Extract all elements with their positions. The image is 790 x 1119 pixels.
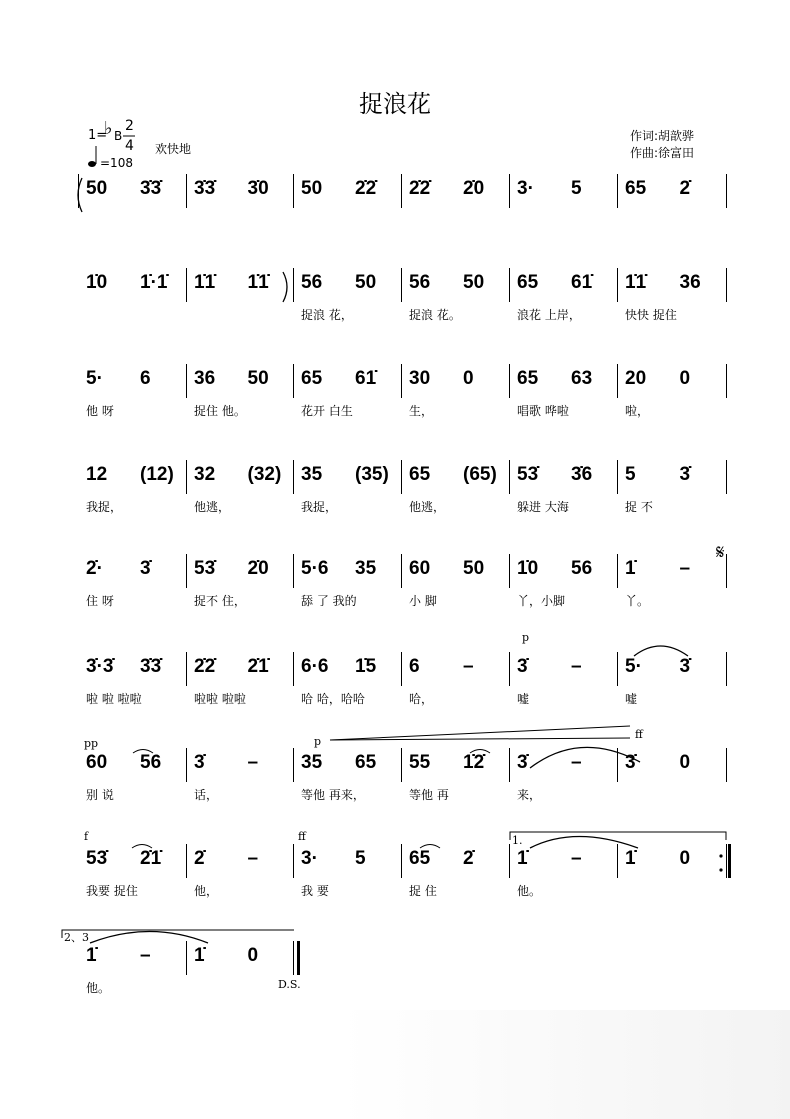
jianpu-note: 2̇ <box>194 848 205 869</box>
jianpu-note: 2̇ <box>463 848 474 869</box>
lyric-text: 我捉， <box>86 500 123 514</box>
jianpu-note: (35) <box>355 464 389 485</box>
jianpu-note: 36 <box>194 368 216 389</box>
jianpu-note: 1̇ <box>517 848 528 869</box>
key-letter: B <box>114 129 123 143</box>
jianpu-note: 12 <box>86 464 108 485</box>
jianpu-note: 3̇ <box>517 656 528 677</box>
jianpu-note: 1̇ <box>625 558 636 579</box>
jianpu-note: 3̇6 <box>571 464 593 485</box>
jianpu-note: 65 <box>517 272 539 293</box>
lyric-text: 话， <box>194 788 219 802</box>
jianpu-note: 3̇3̇ <box>194 178 216 199</box>
jianpu-note: 56 <box>571 558 593 579</box>
jianpu-note: 6 <box>140 368 151 389</box>
lyric-text: 捉浪 花， <box>301 308 353 322</box>
jianpu-note: 3̇ <box>140 558 151 579</box>
jianpu-note: 50 <box>463 272 485 293</box>
tempo-marking: 欢快地 <box>155 142 192 156</box>
lyric-text: 哈， <box>409 692 434 706</box>
page-shadow <box>340 1010 790 1119</box>
dal-segno: D.S. <box>278 978 301 991</box>
dynamic-ff-2: ff <box>298 830 306 843</box>
lyric-text: 别 说 <box>86 788 114 802</box>
jianpu-note: – <box>463 656 474 677</box>
jianpu-note: 5 <box>355 848 366 869</box>
lyric-text: 花开 白生 <box>301 404 353 418</box>
jianpu-note: (12) <box>140 464 174 485</box>
jianpu-note: 6 <box>409 656 420 677</box>
lyric-text: 嘘 <box>517 692 530 706</box>
jianpu-note: 2̇1̇ <box>140 848 162 869</box>
jianpu-note: 35 <box>355 558 377 579</box>
lyric-text: 等他 再 <box>409 788 449 802</box>
jianpu-note: 50 <box>355 272 377 293</box>
lyric-text: 捉不 住， <box>194 594 246 608</box>
jianpu-note: 61̇ <box>571 272 593 293</box>
jianpu-note: 2̇2̇ <box>409 178 431 199</box>
jianpu-note: 1̇2̇ <box>463 752 485 773</box>
jianpu-note: 3̇ <box>625 752 636 773</box>
jianpu-note: 2̇2̇ <box>194 656 216 677</box>
tie-slur <box>90 932 208 944</box>
lyric-text: 丫。 <box>625 594 650 608</box>
jianpu-note: – <box>679 558 691 579</box>
jianpu-note: 5· <box>625 656 642 677</box>
lyric-text: 来， <box>517 788 542 802</box>
jianpu-note: 1̇ <box>194 945 205 966</box>
flat-sign: ♭ <box>104 118 113 139</box>
jianpu-note: 50 <box>301 178 323 199</box>
jianpu-note: 55 <box>409 752 431 773</box>
jianpu-note: 53̇ <box>86 848 108 869</box>
jianpu-note: – <box>247 848 259 869</box>
lyric-text: 他逃， <box>194 500 231 514</box>
lyric-text: 哈 哈，哈哈 <box>301 692 365 706</box>
lyric-text: 啦， <box>625 404 650 418</box>
jianpu-note: 0 <box>463 368 474 389</box>
lyric-text: 他。 <box>517 884 542 898</box>
repeat-brace <box>283 272 287 302</box>
lyric-text: 浪花 上岸， <box>517 308 581 322</box>
jianpu-note: 5· <box>86 368 103 389</box>
jianpu-note: 36 <box>679 272 701 293</box>
jianpu-note: 53̇ <box>517 464 539 485</box>
jianpu-note: 3· <box>301 848 318 869</box>
lyric-text: 舔 了 我的 <box>301 594 357 608</box>
dynamic-p-cresc: p <box>314 735 322 748</box>
jianpu-note: 65 <box>517 368 539 389</box>
jianpu-note: 3̇ <box>679 464 691 485</box>
jianpu-note: 35 <box>301 752 323 773</box>
jianpu-note: 3̇3̇ <box>140 178 162 199</box>
jianpu-note: – <box>140 945 151 966</box>
lyric-text: 啦 啦 啦啦 <box>86 692 142 706</box>
jianpu-note: 56 <box>409 272 431 293</box>
jianpu-note: 65 <box>355 752 377 773</box>
jianpu-note: 60 <box>86 752 108 773</box>
jianpu-note: 3̇ <box>194 752 205 773</box>
tie-slur <box>420 845 440 849</box>
tie-slur <box>133 750 153 754</box>
lyric-text: 唱歌 哗啦 <box>517 404 569 418</box>
tie-slur <box>634 646 688 656</box>
repeat-dot <box>719 868 722 871</box>
volta-2-label: 2、3 <box>64 931 89 944</box>
jianpu-note: 3̇3̇ <box>140 656 162 677</box>
jianpu-note: 3̇·3̇ <box>86 656 114 677</box>
jianpu-note: 1̇1̇ <box>625 272 647 293</box>
dynamic-ff: ff <box>635 728 643 741</box>
jianpu-note: – <box>571 656 582 677</box>
jianpu-note: 50 <box>247 368 269 389</box>
jianpu-note: 3̇0 <box>247 178 269 199</box>
jianpu-note: 60 <box>409 558 431 579</box>
time-sig-top: 2 <box>125 118 134 134</box>
lyric-text: 他， <box>194 884 219 898</box>
lyric-text: 捉浪 花。 <box>409 308 461 322</box>
lyric-text: 我要 捉住 <box>86 884 138 898</box>
tie-slur <box>530 747 640 768</box>
volta-bracket <box>510 832 726 840</box>
lyric-text: 住 呀 <box>86 594 114 608</box>
dynamic-p: p <box>522 631 530 644</box>
composer-credit: 作曲:徐富田 <box>630 146 695 160</box>
jianpu-note: 2̇1̇ <box>247 656 269 677</box>
dynamic-f: f <box>84 830 89 843</box>
lyric-text: 他逃， <box>409 500 446 514</box>
jianpu-note: – <box>571 752 582 773</box>
jianpu-note: 3̇ <box>679 656 691 677</box>
lyric-text: 小 脚 <box>409 594 437 608</box>
jianpu-note: 65 <box>301 368 323 389</box>
lyric-text: 等他 再来， <box>301 788 365 802</box>
jianpu-note: 1̇0 <box>86 272 108 293</box>
dynamic-pp: pp <box>84 737 99 750</box>
jianpu-note: 56 <box>140 752 162 773</box>
jianpu-note: 5 <box>571 178 582 199</box>
jianpu-note: 0 <box>679 848 691 869</box>
jianpu-note: 3̇ <box>517 752 528 773</box>
jianpu-note: 0 <box>679 752 691 773</box>
jianpu-note: 63 <box>571 368 593 389</box>
jianpu-note: 5 <box>625 464 636 485</box>
tie-slur <box>132 845 152 849</box>
lyric-text: 捉 不 <box>625 500 653 514</box>
jianpu-note: (65) <box>463 464 497 485</box>
lyric-text: 嘘 <box>625 692 638 706</box>
lyric-text: 他。 <box>86 981 111 995</box>
jianpu-note: 30 <box>409 368 431 389</box>
song-title: 捉浪花 <box>359 90 431 118</box>
jianpu-note: – <box>247 752 259 773</box>
lyric-text: 我捉， <box>301 500 338 514</box>
jianpu-note: 2̇0 <box>247 558 269 579</box>
lyric-text: 快快 捉住 <box>625 308 677 322</box>
jianpu-note: 65 <box>409 464 431 485</box>
lyric-text: 我 要 <box>301 884 329 898</box>
lyricist-credit: 作词:胡歆骅 <box>630 129 695 143</box>
jianpu-note: 3· <box>517 178 534 199</box>
tempo-value: =108 <box>100 156 133 170</box>
jianpu-note: 0 <box>679 368 691 389</box>
segno-sign: 𝄋 <box>716 540 725 564</box>
jianpu-note: 1̇1̇ <box>247 272 269 293</box>
key-prefix: 1= <box>88 128 108 143</box>
lyric-text: 捉住 他。 <box>194 404 246 418</box>
jianpu-note: 2̇2̇ <box>355 178 377 199</box>
jianpu-note: (32) <box>247 464 282 485</box>
lyric-text: 啦啦 啦啦 <box>194 692 246 706</box>
jianpu-note: 2̇· <box>86 558 103 579</box>
jianpu-note: 50 <box>86 178 108 199</box>
volta-1-label: 1. <box>512 834 523 847</box>
tie-slur <box>470 750 490 754</box>
jianpu-note: 1̇1̇ <box>194 272 216 293</box>
system-brace <box>78 178 82 212</box>
jianpu-note: 65 <box>409 848 431 869</box>
tie-slur <box>530 837 638 849</box>
lyric-text: 他 呀 <box>86 404 114 418</box>
jianpu-note: 1̇ <box>86 945 97 966</box>
jianpu-note: 1̇·1̇ <box>140 272 168 293</box>
jianpu-note: 32 <box>194 464 216 485</box>
jianpu-note: 1̇ <box>625 848 636 869</box>
jianpu-note: 5·6 <box>301 558 329 579</box>
jianpu-note: 50 <box>463 558 485 579</box>
jianpu-note: 2̇ <box>679 178 691 199</box>
jianpu-note: 56 <box>301 272 323 293</box>
jianpu-note: 61̇ <box>355 368 377 389</box>
jianpu-note: 1̇5 <box>355 656 377 677</box>
lyric-text: 躲进 大海 <box>517 500 569 514</box>
jianpu-note: – <box>571 848 582 869</box>
jianpu-note: 65 <box>625 178 647 199</box>
lyric-text: 丫，小脚 <box>517 594 566 608</box>
jianpu-note: 0 <box>247 945 259 966</box>
repeat-dot <box>719 854 722 857</box>
jianpu-note: 2̇0 <box>463 178 485 199</box>
jianpu-note: 53̇ <box>194 558 216 579</box>
lyric-text: 生， <box>409 404 434 418</box>
time-sig-bottom: 4 <box>125 138 134 154</box>
lyric-text: 捉 住 <box>409 884 437 898</box>
jianpu-note: 35 <box>301 464 323 485</box>
jianpu-note: 20 <box>625 368 647 389</box>
jianpu-note: 1̇0 <box>517 558 539 579</box>
jianpu-note: 6·6 <box>301 656 329 677</box>
